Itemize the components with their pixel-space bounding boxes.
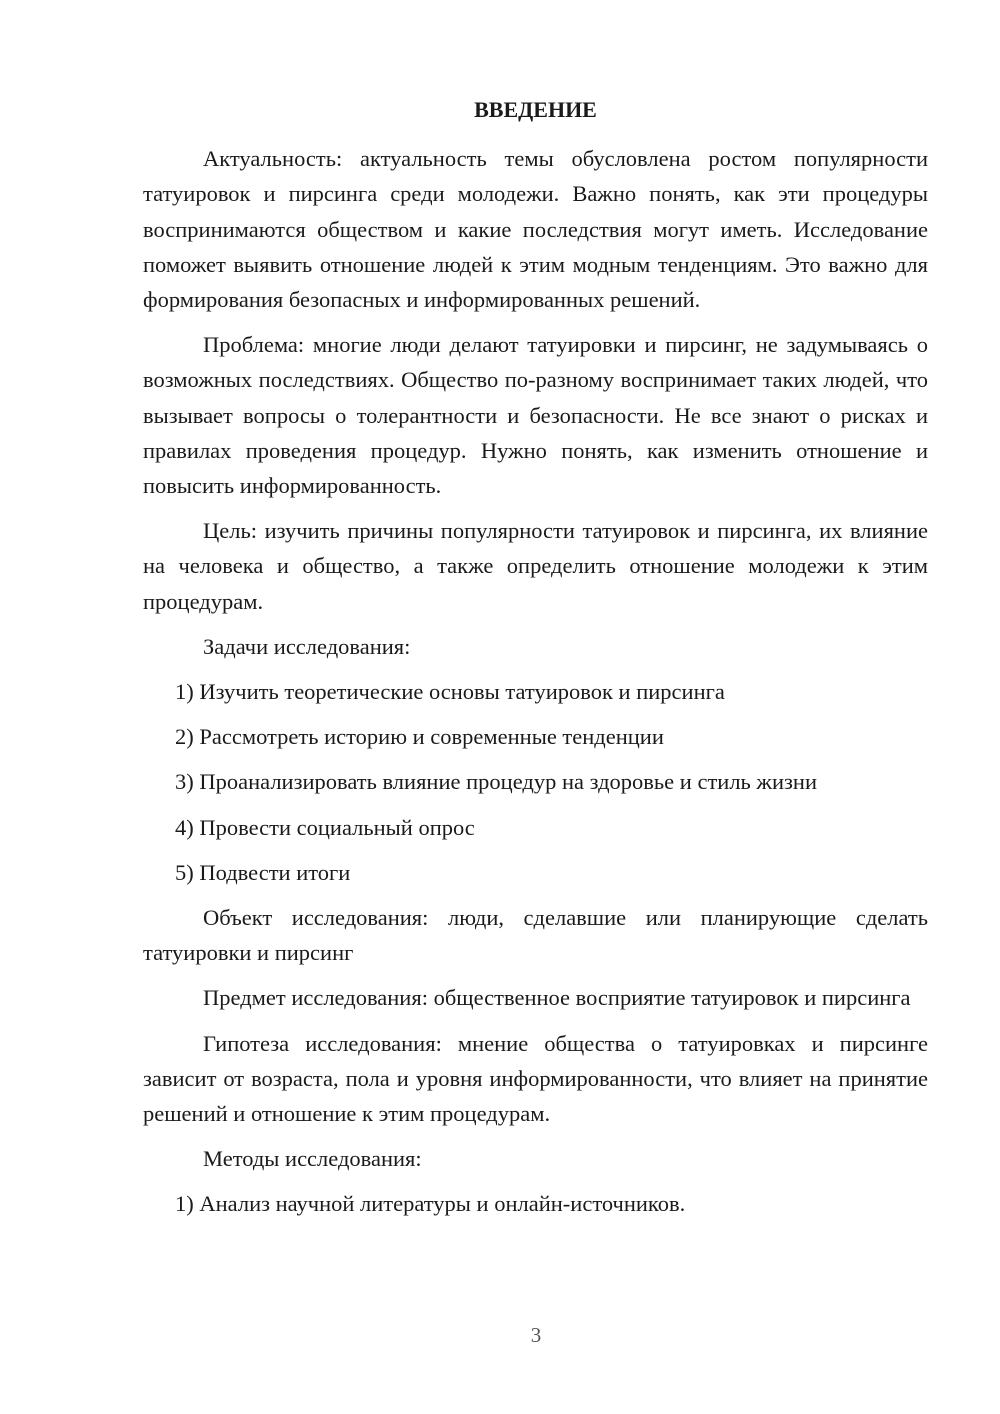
task-item-4: 4) Провести социальный опрос [175,814,475,840]
relevance-paragraph: Актуальность: актуальность темы обусловлена ростом популярности татуировок и пирсинга среди молодежи. Важно понять, как эти процедуры воспринимаются обществом и какие последствия могут иметь. Исследование поможет выявить отношение людей к этим модным тенденциям. Это важно для формирования безопасных и информированных решений. [143,146,928,313]
task-item-1: 1) Изучить теоретические основы татуировок и пирсинга [175,679,725,705]
object-paragraph: Объект исследования: люди, сделавшие или планирующие сделать татуировки и пирсинг [143,905,928,966]
goal-paragraph: Цель: изучить причины популярности татуировок и пирсинга, их влияние на человека и общество, а также определить отношение молодежи к этим процедурам. [143,518,928,614]
task-item-3: 3) Проанализировать влияние процедур на здоровье и стиль жизни [175,769,817,795]
tasks-heading: Задачи исследования: [203,633,411,659]
page-number: 3 [530,1323,542,1347]
hypothesis-paragraph: Гипотеза исследования: мнение общества о татуировках и пирсинге зависит от возраста, пола и уровня информированности, что влияет на принятие решений и отношение к этим процедурам. [143,1030,928,1127]
methods-heading: Методы исследования: [203,1146,422,1172]
page-title: ВВЕДЕНИЕ [474,97,597,122]
task-item-2: 2) Рассмотреть историю и современные тенденции [175,724,664,750]
problem-paragraph: Проблема: многие люди делают татуировки и пирсинг, не задумываясь о возможных последствиях. Общество по-разному воспринимает таких людей, что вызывает вопросы о толерантности и безопасности. Не все знают о рисках и правилах проведения процедур. Нужно понять, как изменить отношение и повысить информированность. [143,332,928,499]
subject-paragraph: Предмет исследования: общественное восприятие татуировок и пирсинга [203,985,911,1011]
document-page [143,92,928,1232]
task-item-5: 5) Подвести итоги [175,859,351,885]
method-item-1: 1) Анализ научной литературы и онлайн-источников. [175,1191,686,1217]
